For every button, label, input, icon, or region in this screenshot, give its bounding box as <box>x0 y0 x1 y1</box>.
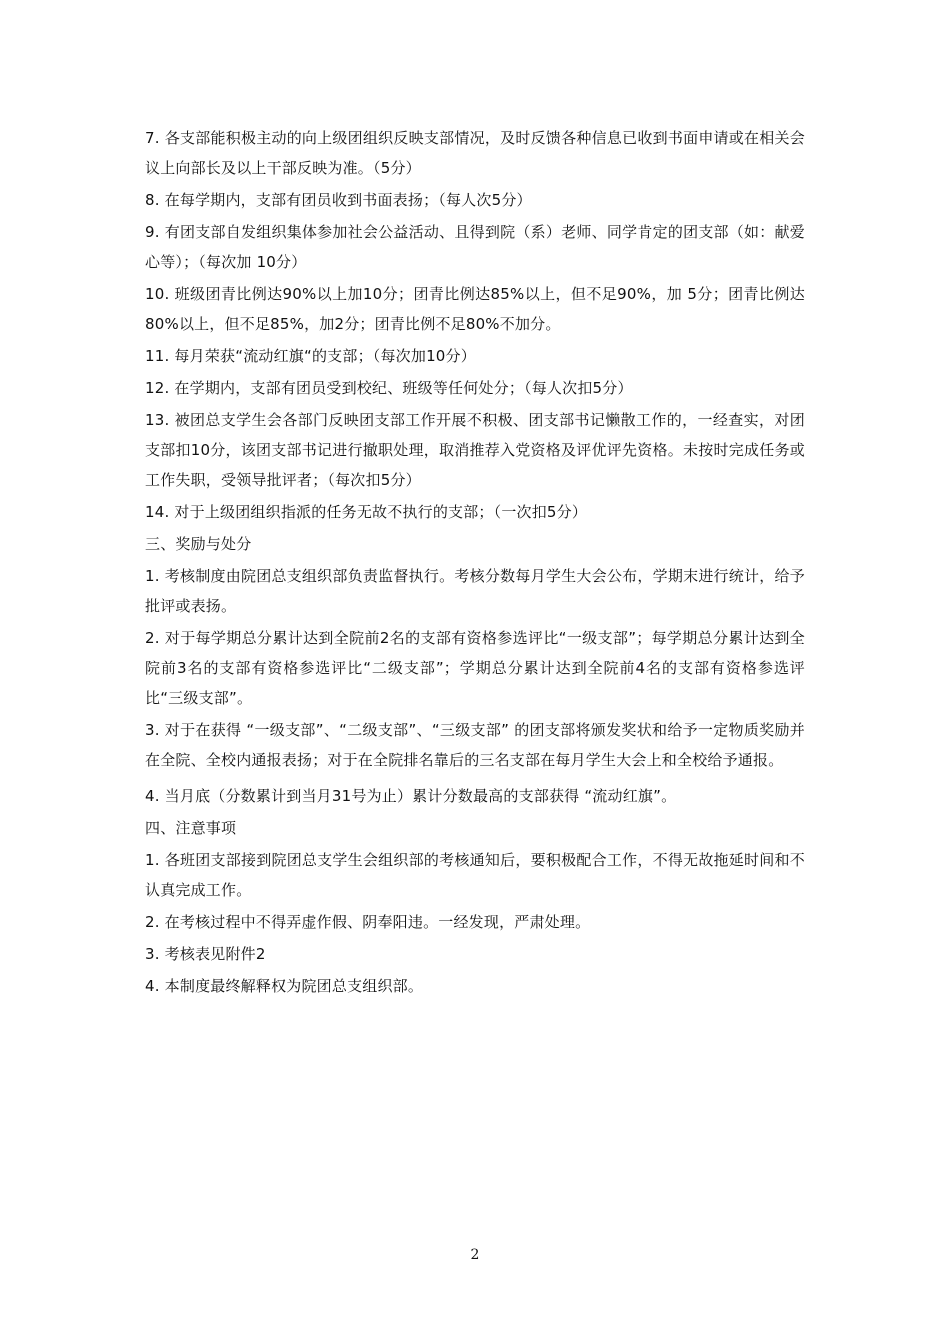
notes-item-3: 3. 考核表见附件2 <box>145 945 266 963</box>
paragraph-item-11: 11. 每月荣获“流动红旗“的支部；（每次加10分） <box>145 347 476 365</box>
paragraph-item-7: 7. 各支部能积极主动的向上级团组织反映支部情况，及时反馈各种信息已收到书面申请或在相关会议上向部长及以上干部反映为准。（5分） <box>145 129 805 177</box>
paragraph-item-12: 12. 在学期内，支部有团员受到校纪、班级等任何处分；（每人次扣5分） <box>145 379 633 397</box>
paragraph-item-14: 14. 对于上级团组织指派的任务无故不执行的支部；（一次扣5分） <box>145 503 588 521</box>
paragraph-item-8: 8. 在每学期内，支部有团员收到书面表扬；（每人次5分） <box>145 191 532 209</box>
paragraph-item-9: 9. 有团支部自发组织集体参加社会公益活动、且得到院（系）老师、同学肯定的团支部（如：献爱心等）；（每次加 10分） <box>145 223 805 271</box>
rewards-item-4: 4. 当月底（分数累计到当月31号为止）累计分数最高的支部获得 “流动红旗”。 <box>145 787 677 805</box>
section-heading-notes: 四、注意事项 <box>145 819 237 837</box>
rewards-item-3: 3. 对于在获得 “一级支部”、“二级支部”、“三级支部” 的团支部将颁发奖状和给予一定物质奖励并在全院、全校内通报表扬；对于在全院排名靠后的三名支部在每月学生大会上和全校给予通报。 <box>145 721 805 769</box>
paragraph-item-13: 13. 被团总支学生会各部门反映团支部工作开展不积极、团支部书记懒散工作的，一经查实，对团支部扣10分，该团支部书记进行撤职处理，取消推荐入党资格及评优评先资格。未按时完成任务或工作失职，受领导批评者；（每次扣5分） <box>145 411 805 489</box>
notes-item-4: 4. 本制度最终解释权为院团总支组织部。 <box>145 977 424 995</box>
section-heading-rewards: 三、奖励与处分 <box>145 535 252 553</box>
paragraph-item-10: 10. 班级团青比例达90%以上加10分；团青比例达85%以上，但不足90%，加 5分；团青比例达80%以上，但不足85%，加2分；团青比例不足80%不加分。 <box>145 285 805 333</box>
notes-item-1: 1. 各班团支部接到院团总支学生会组织部的考核通知后，要积极配合工作，不得无故拖延时间和不认真完成工作。 <box>145 851 805 899</box>
rewards-item-2: 2. 对于每学期总分累计达到全院前2名的支部有资格参选评比“一级支部”；每学期总分累计达到全院前3名的支部有资格参选评比“二级支部”；学期总分累计达到全院前4名的支部有资格参选评比“三级支部”。 <box>145 629 805 707</box>
notes-item-2: 2. 在考核过程中不得弄虚作假、阴奉阳违。一经发现，严肃处理。 <box>145 913 591 931</box>
page-number: 2 <box>470 1247 480 1263</box>
rewards-item-1: 1. 考核制度由院团总支组织部负责监督执行。考核分数每月学生大会公布，学期末进行统计，给予批评或表扬。 <box>145 567 805 615</box>
document-body <box>145 123 805 1003</box>
